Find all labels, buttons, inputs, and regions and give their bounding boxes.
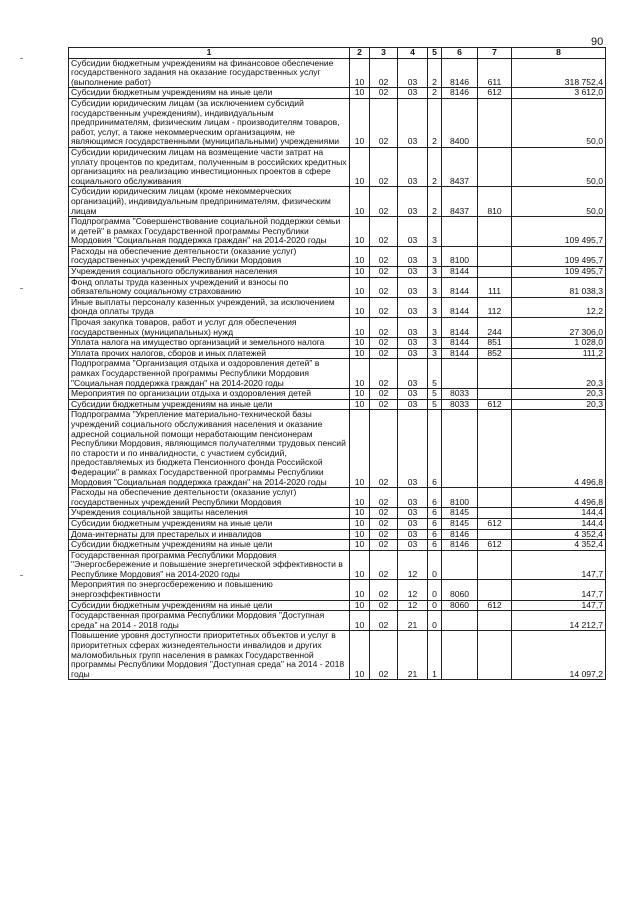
article-code: 8146 bbox=[442, 88, 478, 99]
expense-type-code bbox=[478, 98, 512, 147]
table-row bbox=[69, 540, 606, 551]
expense-type-code bbox=[478, 267, 512, 278]
subprogram-code: 3 bbox=[428, 217, 442, 247]
section-code: 10 bbox=[350, 187, 370, 217]
article-code: 8437 bbox=[442, 187, 478, 217]
amount: 109 495,7 bbox=[512, 267, 606, 278]
amount: 14 097,2 bbox=[512, 631, 606, 680]
subprogram-code: 6 bbox=[428, 488, 442, 508]
col-header: 4 bbox=[398, 48, 428, 59]
article-code bbox=[442, 611, 478, 631]
amount: 4 352,4 bbox=[512, 529, 606, 540]
section-code: 10 bbox=[350, 540, 370, 551]
row-name: Субсидии юридическим лицам (кроме некоммерческих организаций), индивидуальным предпринимателям, физическим лицам bbox=[69, 187, 350, 217]
expense-type-code bbox=[478, 147, 512, 186]
expense-type-code bbox=[478, 488, 512, 508]
expense-type-code bbox=[478, 631, 512, 680]
program-code: 21 bbox=[398, 631, 428, 680]
subprogram-code: 6 bbox=[428, 508, 442, 519]
table-row bbox=[69, 580, 606, 600]
table-row bbox=[69, 318, 606, 338]
section-code: 10 bbox=[350, 518, 370, 529]
table-row bbox=[69, 529, 606, 540]
program-code: 03 bbox=[398, 488, 428, 508]
section-code: 10 bbox=[350, 488, 370, 508]
amount: 109 495,7 bbox=[512, 246, 606, 266]
amount: 109 495,7 bbox=[512, 217, 606, 247]
amount: 111,2 bbox=[512, 348, 606, 359]
row-name: Иные выплаты персоналу казенных учреждений, за исключением фонда оплаты труда bbox=[69, 297, 350, 317]
program-code: 03 bbox=[398, 540, 428, 551]
article-code: 8144 bbox=[442, 348, 478, 359]
section-code: 10 bbox=[350, 508, 370, 519]
page-number: 90 bbox=[591, 36, 604, 48]
col-header: 1 bbox=[69, 48, 350, 59]
row-name: Расходы на обеспечение деятельности (оказание услуг) государственных учреждений Республики Мордовия bbox=[69, 488, 350, 508]
col-header: 3 bbox=[370, 48, 398, 59]
row-name: Подпрограмма "Совершенствование социальной поддержки семьи и детей" в рамках Государственной программы Республики Мордовия "Социальная поддержка граждан" на 2014-2020 годы bbox=[69, 217, 350, 247]
subsection-code: 02 bbox=[370, 88, 398, 99]
row-name: Расходы на обеспечение деятельности (оказание услуг) государственных учреждений Республики Мордовия bbox=[69, 246, 350, 266]
expense-type-code bbox=[478, 611, 512, 631]
article-code: 8033 bbox=[442, 389, 478, 400]
section-code: 10 bbox=[350, 600, 370, 611]
program-code: 03 bbox=[398, 318, 428, 338]
amount: 50,0 bbox=[512, 98, 606, 147]
section-code: 10 bbox=[350, 98, 370, 147]
program-code: 03 bbox=[398, 187, 428, 217]
row-name: Субсидии бюджетным учреждениям на иные цели bbox=[69, 88, 350, 99]
section-code: 10 bbox=[350, 147, 370, 186]
subsection-code: 02 bbox=[370, 389, 398, 400]
expense-type-code bbox=[478, 410, 512, 488]
amount: 1 028,0 bbox=[512, 338, 606, 349]
expense-type-code: 612 bbox=[478, 540, 512, 551]
subsection-code: 02 bbox=[370, 359, 398, 389]
table-row bbox=[69, 410, 606, 488]
table-row bbox=[69, 399, 606, 410]
program-code: 03 bbox=[398, 147, 428, 186]
article-code: 8033 bbox=[442, 399, 478, 410]
amount: 20,3 bbox=[512, 359, 606, 389]
amount: 4 496,8 bbox=[512, 488, 606, 508]
scan-mark bbox=[20, 288, 23, 289]
program-code: 03 bbox=[398, 359, 428, 389]
subprogram-code: 3 bbox=[428, 267, 442, 278]
amount: 4 352,4 bbox=[512, 540, 606, 551]
col-header: 5 bbox=[428, 48, 442, 59]
section-code: 10 bbox=[350, 359, 370, 389]
row-name: Субсидии юридическим лицам (за исключением субсидий государственным учреждениям), индивидуальным предпринимателям, физическим лицам - производителям товаров, работ, услуг, а также некоммерческим организациям, не являющимся государственными (муниципальными) учреждениями bbox=[69, 98, 350, 147]
row-name: Субсидии бюджетным учреждениям на иные цели bbox=[69, 399, 350, 410]
row-name: Уплата прочих налогов, сборов и иных платежей bbox=[69, 348, 350, 359]
row-name: Государственная программа Республики Мордовия "Доступная среда" на 2014 - 2018 годы bbox=[69, 611, 350, 631]
subprogram-code: 2 bbox=[428, 58, 442, 88]
amount: 144,4 bbox=[512, 518, 606, 529]
table-row bbox=[69, 277, 606, 297]
section-code: 10 bbox=[350, 297, 370, 317]
row-name: Фонд оплаты труда казенных учреждений и взносы по обязательному социальному страхованию bbox=[69, 277, 350, 297]
subsection-code: 02 bbox=[370, 318, 398, 338]
expense-type-code: 612 bbox=[478, 518, 512, 529]
table-row bbox=[69, 147, 606, 186]
amount: 147,7 bbox=[512, 580, 606, 600]
col-header: 2 bbox=[350, 48, 370, 59]
section-code: 10 bbox=[350, 611, 370, 631]
subprogram-code: 3 bbox=[428, 318, 442, 338]
subsection-code: 02 bbox=[370, 147, 398, 186]
amount: 20,3 bbox=[512, 399, 606, 410]
section-code: 10 bbox=[350, 217, 370, 247]
expense-type-code: 611 bbox=[478, 58, 512, 88]
expense-type-code: 810 bbox=[478, 187, 512, 217]
program-code: 12 bbox=[398, 580, 428, 600]
program-code: 12 bbox=[398, 550, 428, 580]
subprogram-code: 2 bbox=[428, 147, 442, 186]
program-code: 03 bbox=[398, 399, 428, 410]
subprogram-code: 0 bbox=[428, 600, 442, 611]
article-code bbox=[442, 550, 478, 580]
subprogram-code: 2 bbox=[428, 98, 442, 147]
row-name: Повышение уровня доступности приоритетных объектов и услуг в приоритетных сферах жизнедеятельности инвалидов и других маломобильных групп населения в рамках Государственной программы Республики Мордовия "Доступная среда" на 2014 - 2018 годы bbox=[69, 631, 350, 680]
subsection-code: 02 bbox=[370, 98, 398, 147]
subprogram-code: 3 bbox=[428, 246, 442, 266]
table-row bbox=[69, 550, 606, 580]
article-code: 8400 bbox=[442, 98, 478, 147]
article-code bbox=[442, 631, 478, 680]
amount: 20,3 bbox=[512, 389, 606, 400]
section-code: 10 bbox=[350, 529, 370, 540]
subsection-code: 02 bbox=[370, 508, 398, 519]
subsection-code: 02 bbox=[370, 348, 398, 359]
section-code: 10 bbox=[350, 58, 370, 88]
row-name: Уплата налога на имущество организаций и земельного налога bbox=[69, 338, 350, 349]
program-code: 03 bbox=[398, 217, 428, 247]
amount: 4 496,8 bbox=[512, 410, 606, 488]
subsection-code: 02 bbox=[370, 518, 398, 529]
row-name: Государственная программа Республики Мордовия "Энергосбережение и повышение энергетической эффективности в Республике Мордовия" на 2014-2020 годы bbox=[69, 550, 350, 580]
subsection-code: 02 bbox=[370, 580, 398, 600]
program-code: 03 bbox=[398, 529, 428, 540]
table-row bbox=[69, 338, 606, 349]
subprogram-code: 5 bbox=[428, 359, 442, 389]
table-row bbox=[69, 600, 606, 611]
section-code: 10 bbox=[350, 580, 370, 600]
row-name: Прочая закупка товаров, работ и услуг для обеспечения государственных (муниципальных) нужд bbox=[69, 318, 350, 338]
article-code bbox=[442, 410, 478, 488]
expense-type-code bbox=[478, 508, 512, 519]
amount: 27 306,0 bbox=[512, 318, 606, 338]
amount: 12,2 bbox=[512, 297, 606, 317]
subsection-code: 02 bbox=[370, 267, 398, 278]
expense-type-code: 244 bbox=[478, 318, 512, 338]
amount: 144,4 bbox=[512, 508, 606, 519]
table-row bbox=[69, 389, 606, 400]
article-code: 8100 bbox=[442, 488, 478, 508]
article-code: 8146 bbox=[442, 540, 478, 551]
expense-type-code bbox=[478, 217, 512, 247]
program-code: 03 bbox=[398, 246, 428, 266]
section-code: 10 bbox=[350, 246, 370, 266]
subsection-code: 02 bbox=[370, 338, 398, 349]
row-name: Субсидии бюджетным учреждениям на иные цели bbox=[69, 540, 350, 551]
amount: 318 752,4 bbox=[512, 58, 606, 88]
expense-type-code: 612 bbox=[478, 399, 512, 410]
table-row bbox=[69, 98, 606, 147]
article-code: 8144 bbox=[442, 277, 478, 297]
table-row bbox=[69, 297, 606, 317]
subsection-code: 02 bbox=[370, 540, 398, 551]
row-name: Субсидии бюджетным учреждениям на финансовое обеспечение государственного задания на оказание государственных услуг (выполнение работ) bbox=[69, 58, 350, 88]
article-code: 8437 bbox=[442, 147, 478, 186]
expense-type-code: 852 bbox=[478, 348, 512, 359]
program-code: 21 bbox=[398, 611, 428, 631]
subprogram-code: 3 bbox=[428, 338, 442, 349]
header-row bbox=[69, 48, 606, 59]
table-row bbox=[69, 217, 606, 247]
article-code: 8144 bbox=[442, 297, 478, 317]
program-code: 03 bbox=[398, 508, 428, 519]
section-code: 10 bbox=[350, 318, 370, 338]
subsection-code: 02 bbox=[370, 611, 398, 631]
table-row bbox=[69, 267, 606, 278]
table-row bbox=[69, 187, 606, 217]
expense-type-code: 612 bbox=[478, 88, 512, 99]
program-code: 03 bbox=[398, 267, 428, 278]
table-row bbox=[69, 246, 606, 266]
expense-type-code bbox=[478, 529, 512, 540]
col-header: 8 bbox=[512, 48, 606, 59]
table-row bbox=[69, 488, 606, 508]
program-code: 03 bbox=[398, 338, 428, 349]
program-code: 03 bbox=[398, 518, 428, 529]
subsection-code: 02 bbox=[370, 187, 398, 217]
program-code: 03 bbox=[398, 389, 428, 400]
section-code: 10 bbox=[350, 267, 370, 278]
amount: 147,7 bbox=[512, 600, 606, 611]
program-code: 03 bbox=[398, 297, 428, 317]
table-row bbox=[69, 58, 606, 88]
section-code: 10 bbox=[350, 399, 370, 410]
table-row bbox=[69, 631, 606, 680]
article-code: 8144 bbox=[442, 267, 478, 278]
subsection-code: 02 bbox=[370, 58, 398, 88]
row-name: Дома-интернаты для престарелых и инвалидов bbox=[69, 529, 350, 540]
article-code bbox=[442, 359, 478, 389]
amount: 50,0 bbox=[512, 187, 606, 217]
article-code: 8145 bbox=[442, 518, 478, 529]
table-row bbox=[69, 611, 606, 631]
program-code: 12 bbox=[398, 600, 428, 611]
col-header: 7 bbox=[478, 48, 512, 59]
section-code: 10 bbox=[350, 348, 370, 359]
expense-type-code bbox=[478, 580, 512, 600]
subsection-code: 02 bbox=[370, 246, 398, 266]
section-code: 10 bbox=[350, 338, 370, 349]
expense-type-code: 111 bbox=[478, 277, 512, 297]
col-header: 6 bbox=[442, 48, 478, 59]
row-name: Учреждения социальной защиты населения bbox=[69, 508, 350, 519]
article-code: 8145 bbox=[442, 508, 478, 519]
table-row bbox=[69, 348, 606, 359]
section-code: 10 bbox=[350, 88, 370, 99]
scan-mark bbox=[20, 58, 23, 59]
amount: 50,0 bbox=[512, 147, 606, 186]
subprogram-code: 0 bbox=[428, 611, 442, 631]
article-code bbox=[442, 217, 478, 247]
subsection-code: 02 bbox=[370, 488, 398, 508]
expense-type-code bbox=[478, 246, 512, 266]
section-code: 10 bbox=[350, 389, 370, 400]
amount: 14 212,7 bbox=[512, 611, 606, 631]
subsection-code: 02 bbox=[370, 217, 398, 247]
program-code: 03 bbox=[398, 58, 428, 88]
article-code: 8144 bbox=[442, 338, 478, 349]
subsection-code: 02 bbox=[370, 550, 398, 580]
expense-type-code: 112 bbox=[478, 297, 512, 317]
article-code: 8144 bbox=[442, 318, 478, 338]
subprogram-code: 3 bbox=[428, 297, 442, 317]
table-row bbox=[69, 359, 606, 389]
subsection-code: 02 bbox=[370, 399, 398, 410]
subprogram-code: 5 bbox=[428, 399, 442, 410]
subprogram-code: 6 bbox=[428, 410, 442, 488]
subsection-code: 02 bbox=[370, 600, 398, 611]
article-code: 8060 bbox=[442, 600, 478, 611]
subprogram-code: 3 bbox=[428, 277, 442, 297]
subprogram-code: 1 bbox=[428, 631, 442, 680]
program-code: 03 bbox=[398, 277, 428, 297]
section-code: 10 bbox=[350, 410, 370, 488]
table-row bbox=[69, 88, 606, 99]
row-name: Субсидии бюджетным учреждениям на иные цели bbox=[69, 600, 350, 611]
subprogram-code: 0 bbox=[428, 550, 442, 580]
subsection-code: 02 bbox=[370, 529, 398, 540]
subsection-code: 02 bbox=[370, 277, 398, 297]
budget-table bbox=[68, 47, 606, 680]
article-code: 8146 bbox=[442, 529, 478, 540]
expense-type-code bbox=[478, 359, 512, 389]
row-name: Субсидии юридическим лицам на возмещение части затрат на уплату процентов по кредитам, полученным в российских кредитных организациях на реализацию инвестиционных проектов в сфере социального обслуживания bbox=[69, 147, 350, 186]
expense-type-code: 612 bbox=[478, 600, 512, 611]
section-code: 10 bbox=[350, 277, 370, 297]
subsection-code: 02 bbox=[370, 631, 398, 680]
subsection-code: 02 bbox=[370, 297, 398, 317]
amount: 3 612,0 bbox=[512, 88, 606, 99]
article-code: 8060 bbox=[442, 580, 478, 600]
expense-type-code bbox=[478, 550, 512, 580]
row-name: Подпрограмма "Укрепление материально-технической базы учреждений социального обслуживания населения и оказание адресной социальной помощи неработающим пенсионерам Республики Мордовия, являющимся получателями трудовых пенсий по старости и по инвалидности, с участием субсидий, предоставляемых из бюджета Пенсионного фонда Российской Федерации" в рамках Государственной программы Республики Мордовия "Социальная поддержка граждан" на 2014-2020 годы bbox=[69, 410, 350, 488]
section-code: 10 bbox=[350, 631, 370, 680]
row-name: Мероприятия по энергосбережению и повышению энергоэффективности bbox=[69, 580, 350, 600]
program-code: 03 bbox=[398, 88, 428, 99]
row-name: Подпрограмма "Организация отдыха и оздоровления детей" в рамках Государственной программы Республики Мордовия "Социальная поддержка граждан" на 2014-2020 годы bbox=[69, 359, 350, 389]
subprogram-code: 2 bbox=[428, 88, 442, 99]
amount: 147,7 bbox=[512, 550, 606, 580]
subprogram-code: 6 bbox=[428, 529, 442, 540]
subprogram-code: 0 bbox=[428, 580, 442, 600]
expense-type-code bbox=[478, 389, 512, 400]
program-code: 03 bbox=[398, 348, 428, 359]
subprogram-code: 6 bbox=[428, 540, 442, 551]
row-name: Учреждения социального обслуживания населения bbox=[69, 267, 350, 278]
article-code: 8100 bbox=[442, 246, 478, 266]
table-row bbox=[69, 508, 606, 519]
article-code: 8146 bbox=[442, 58, 478, 88]
subprogram-code: 2 bbox=[428, 187, 442, 217]
row-name: Мероприятия по организации отдыха и оздоровления детей bbox=[69, 389, 350, 400]
subprogram-code: 5 bbox=[428, 389, 442, 400]
subprogram-code: 3 bbox=[428, 348, 442, 359]
subprogram-code: 6 bbox=[428, 518, 442, 529]
scan-mark bbox=[20, 575, 23, 576]
section-code: 10 bbox=[350, 550, 370, 580]
program-code: 03 bbox=[398, 410, 428, 488]
subsection-code: 02 bbox=[370, 410, 398, 488]
row-name: Субсидии бюджетным учреждениям на иные цели bbox=[69, 518, 350, 529]
program-code: 03 bbox=[398, 98, 428, 147]
expense-type-code: 851 bbox=[478, 338, 512, 349]
amount: 81 038,3 bbox=[512, 277, 606, 297]
table-row bbox=[69, 518, 606, 529]
